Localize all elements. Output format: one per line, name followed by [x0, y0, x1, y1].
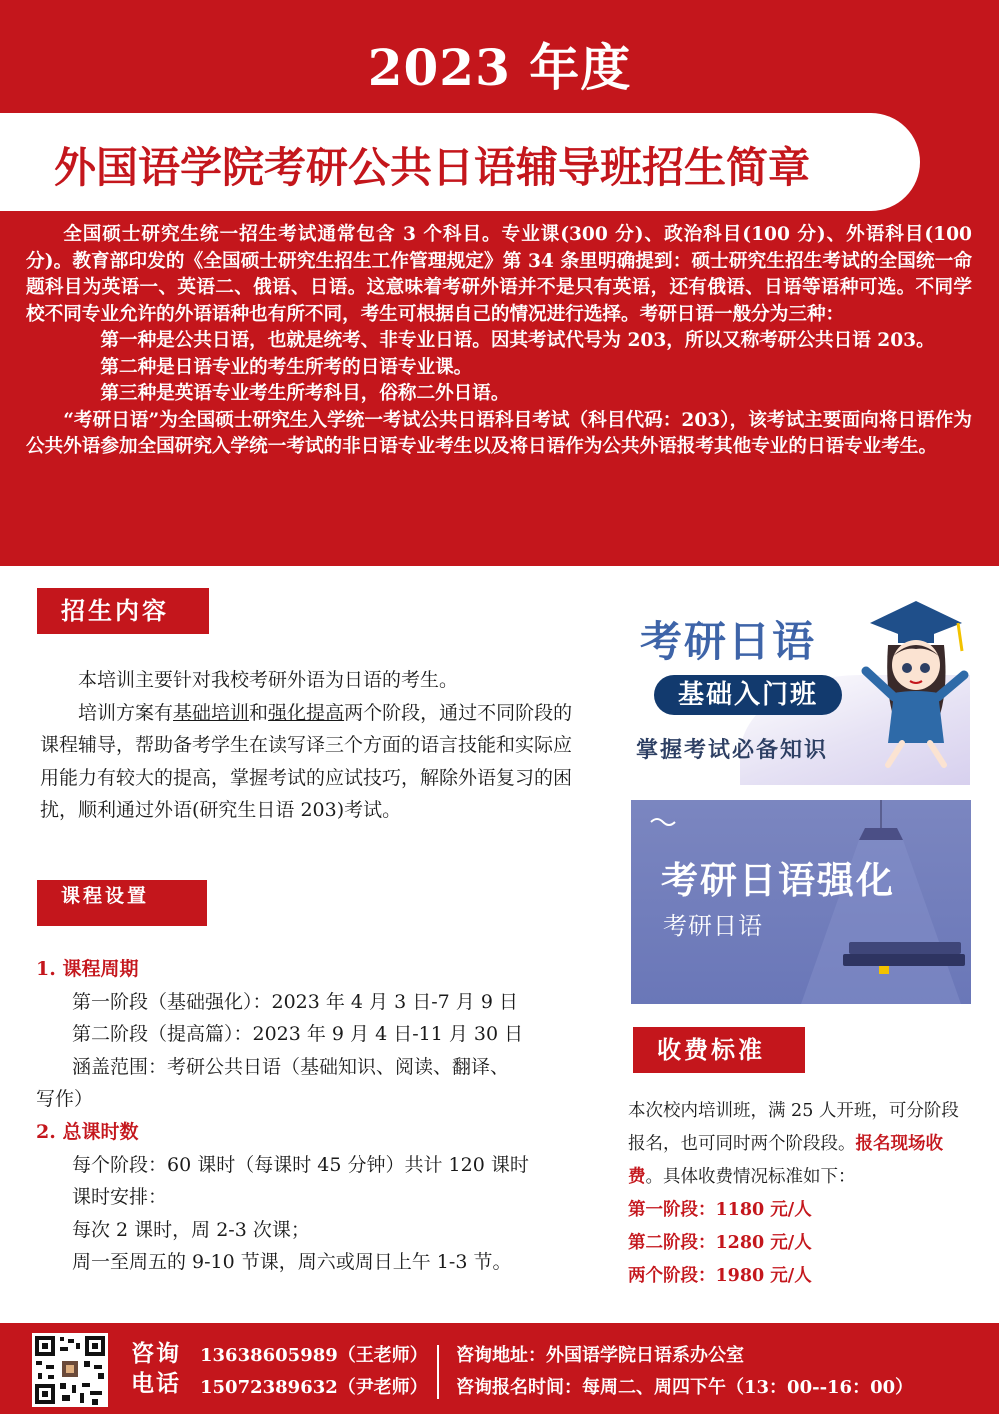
page-title: 外国语学院考研公共日语辅导班招生简章 — [54, 143, 811, 192]
card-subtitle: 考研日语 — [663, 912, 763, 940]
phone-number[interactable]: 13638605989（王老师） — [200, 1345, 428, 1366]
section-tag-enrollment: 招生内容 — [37, 588, 209, 634]
intro-section — [26, 222, 972, 461]
course-line: 涵盖范围：考研公共日语（基础知识、阅读、翻译、 — [72, 1055, 510, 1078]
consult-label-line: 咨询 — [131, 1340, 181, 1367]
course-line: 周一至周五的 9-10 节课，周六或周日上午 1-3 节。 — [72, 1251, 512, 1274]
underlined-term: 基础培训 — [173, 701, 250, 724]
enrollment-paragraph — [40, 697, 580, 827]
course-line: 写作） — [36, 1088, 94, 1111]
text-span: 和 — [249, 701, 269, 724]
contact-hours: 咨询报名时间：每周二、周四下午（13：00--16：00） — [456, 1377, 914, 1398]
enrollment-paragraph: 本培训主要针对我校考研外语为日语的考生。 — [78, 669, 459, 691]
title-banner — [0, 113, 920, 211]
year-heading: 2023 年度 — [367, 38, 632, 97]
course-heading-hours: 2. 总课时数 — [36, 1120, 139, 1143]
intro-paragraph: 第一种是公共日语，也就是统考、非专业日语。因其考试代号为 203，所以又称考研公共日语 203。 — [100, 330, 935, 351]
course-badge: 基础入门班 — [654, 675, 842, 715]
consult-label — [131, 1339, 187, 1399]
fee-item: 第二阶段：1280 元/人 — [628, 1233, 812, 1253]
intro-paragraph: 全国硕士研究生统一招生考试通常包含 3 个科目。专业课(300 分)、政治科目(100 分)、外语科目(100 分)。教育部印发的《全国硕士研究生招生工作管理规定》第 34 条里明确提到：硕士研究生招生考试的全国统一命题科目为英语一、英语二、俄语、日语。这意味着考研外语并不是只有英语，还有俄语、日语等语种可选。不同学校不同专业允许的外语语种也有所不同，考生可根据自己的情况进行选择。考研日语一般分为三种： — [26, 224, 972, 325]
fee-item: 两个阶段：1980 元/人 — [628, 1266, 812, 1286]
qr-code-icon — [32, 1333, 108, 1407]
promo-card-advanced — [631, 800, 971, 1004]
fee-description — [628, 1095, 974, 1194]
course-line: 课时安排： — [72, 1186, 168, 1209]
section-tag-fee: 收费标准 — [633, 1027, 805, 1073]
phone-number[interactable]: 15072389632（尹老师） — [200, 1377, 428, 1398]
course-heading-period: 1. 课程周期 — [36, 958, 139, 980]
consult-label-line: 电话 — [131, 1370, 181, 1397]
course-line: 每个阶段：60 课时（每课时 45 分钟）共计 120 课时 — [72, 1153, 529, 1176]
underlined-term: 强化提高 — [268, 701, 345, 724]
intro-paragraph: 第三种是英语专业考生所考科目，俗称二外日语。 — [100, 383, 510, 404]
graduate-girl-icon — [858, 593, 970, 773]
fee-section — [628, 1095, 974, 1293]
card-title: 考研日语 — [640, 617, 817, 666]
text-span: 本次校内培训班，满 25 人开班，可分阶段报名，也可同时两个阶段段。 — [628, 1101, 959, 1154]
phone-list — [200, 1340, 428, 1404]
course-line: 每次 2 课时，周 2-3 次课； — [72, 1218, 310, 1241]
section-tag-course: 课程设置 — [37, 880, 207, 926]
text-span: 培训方案有 — [78, 701, 174, 724]
course-section — [36, 953, 606, 1279]
contact-address: 咨询地址：外国语学院日语系办公室 — [456, 1345, 744, 1366]
intro-paragraph: 第二种是日语专业的考生所考的日语专业课。 — [100, 356, 473, 378]
fee-item: 第一阶段：1180 元/人 — [628, 1200, 812, 1220]
course-line: 第二阶段（提高篇）：2023 年 9 月 4 日-11 月 30 日 — [72, 1023, 524, 1046]
text-span: 。具体收费情况标准如下： — [645, 1167, 856, 1187]
card-title: 考研日语强化 — [661, 859, 895, 902]
enrollment-body — [40, 664, 580, 827]
fee-highlight: 报名现场收费 — [628, 1134, 943, 1187]
intro-paragraph: “考研日语”为全国硕士研究生入学统一考试公共日语科目考试（科目代码：203），该考试主要面向将日语作为公共外语参加全国研究入学统一考试的非日语专业考生以及将日语作为公共外语报考其他专业的日语专业考生。 — [26, 409, 972, 457]
text-span: 两个阶段，通过不同阶段的课程辅导，帮助备考学生在读写译三个方面的语言技能和实际应用能力有较大的提高，掌握考试的应试技巧，解除外语复习的困扰，顺利通过外语(研究生日语 203)考试。 — [40, 701, 573, 821]
footer-band — [0, 1323, 999, 1414]
divider — [437, 1345, 439, 1399]
contact-info — [456, 1340, 913, 1404]
card-tagline: 掌握考试必备知识 — [636, 738, 829, 763]
promo-card-basic — [630, 593, 970, 785]
course-line: 第一阶段（基础强化）：2023 年 4 月 3 日-7 月 9 日 — [72, 990, 518, 1013]
